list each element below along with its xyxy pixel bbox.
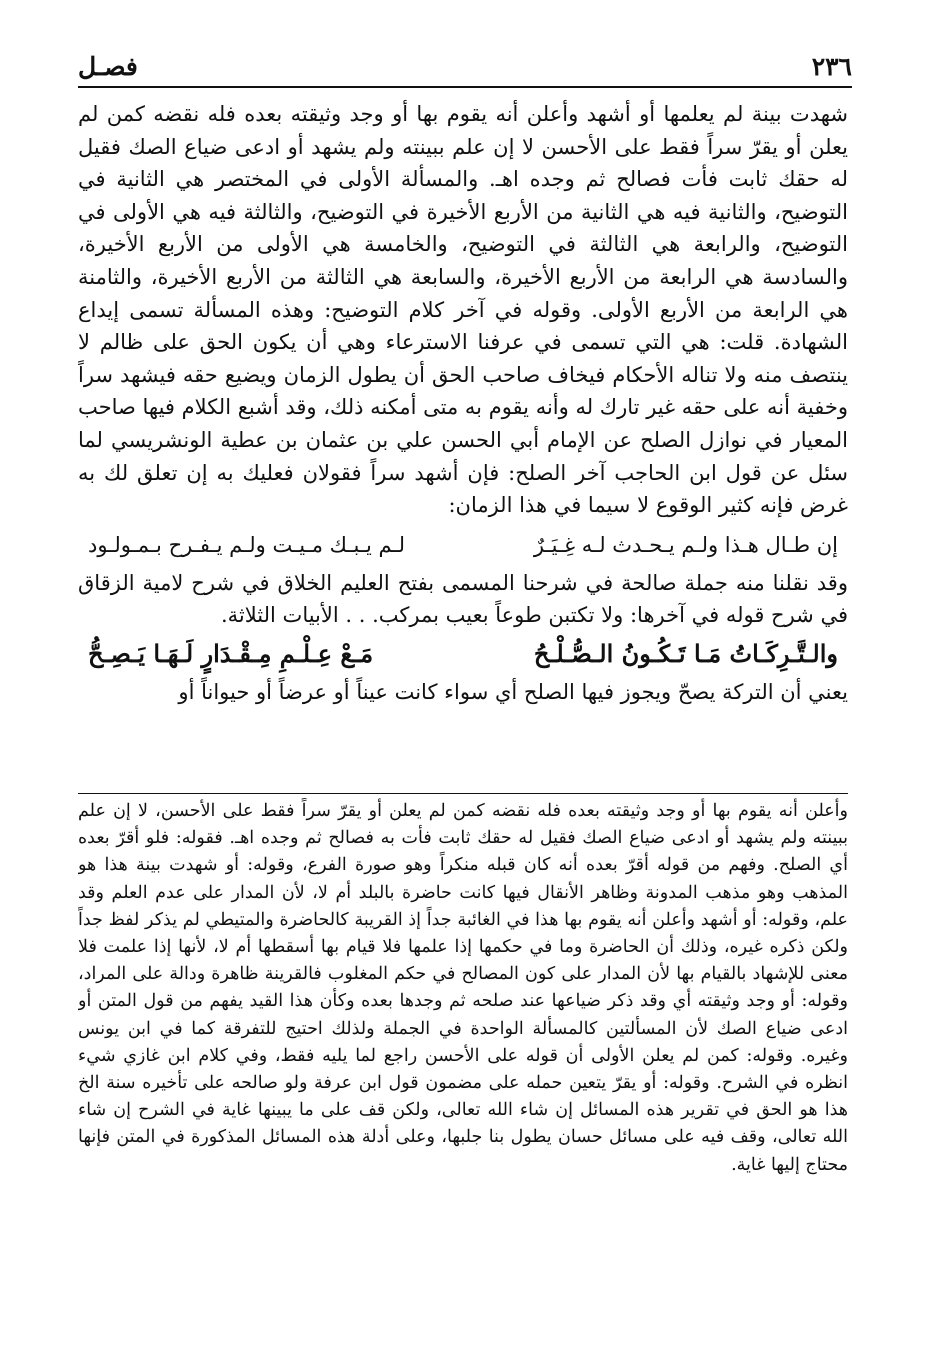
page-header	[78, 50, 852, 88]
main-paragraph: يعني أن التركة يصحّ ويجوز فيها الصلح أي سواء كانت عيناً أو عرضاً أو حيواناً أو	[178, 679, 848, 704]
footnote-divider	[78, 793, 848, 794]
running-title: فصـل	[78, 52, 138, 81]
verse-first-hemistich: إن طـال هـذا ولـم يـحـدث لـه غِـيَـرٌ	[533, 532, 838, 557]
poem-line	[78, 634, 848, 674]
main-paragraph: وقد نقلنا منه جملة صالحة في شرحنا المسمى بفتح العليم الخلاق في شرح لامية الزقاق في شرح قوله في آخرها: ولا تكتبن طوعاً بعيب بمركب. . . الأبيات الثلاثة.	[78, 570, 848, 628]
main-text	[78, 98, 848, 788]
verse-second-hemistich: لـم يـبـك مـيـت ولـم يـفـرح بـمـولـود	[88, 532, 406, 557]
poem-first-hemistich: والـتَّـرِكَـاتُ مَـا تَـكُـونُ الـصُّـلْـحُ	[533, 638, 838, 668]
footnote-text: وأعلن أنه يقوم بها أو وجد وثيقته بعده فله نقضه كمن لم يعلن أو يقرّ سراً فقط على الأحسن، لا إن علم ببينته ولم يشهد أو ادعى ضياع الصك فقيل له حقك ثابت فأت به فصالح ثم وجده اهـ. فقوله: فلو أقرّ بعده أي الصلح. وفهم من قوله أقرّ بعده أنه كان قبله منكراً وهو صورة الفرع، وقوله: أو شهدت بينة هذا هو المذهب وهو مذهب المدونة وظاهر الأنقال فيها كانت حاضرة بالبلد أم لا، لأن المدار على عدم العلم وقد علم، وقوله: أو أشهد وأعلن أنه يقوم بها هذا في الغائبة جداً إذ القريبة كالحاضرة والمتيطي لم يذكر لفظ جداً ولكن ذكره غيره، وذلك أن الحاضرة وما في حكمها إذا علمها فلا قيام بها أسقطها أم لا، لأنها إذا علمت فلا معنى للإشهاد بالقيام بها لأن المدار على كون المصالح في حكم المغلوب فالقرينة ظاهرة ودالة على المراد، وقوله: أو وجد وثيقته أي وقد ذكر ضياعها عند صلحه ثم وجدها بعده وكأن هذا القيد يفهم من قول المتن أو ادعى ضياع الصك لأن المسألتين كالمسألة الواحدة في الجملة ولذلك احتيج للتفرقة كما في ابن يونس وغيره. وقوله: كمن لم يعلن الأولى أن قوله على الأحسن راجع لما يليه فقط، وفي كلام ابن غازي شيء انظره في الشرح. وقوله: أو يقرّ يتعين حمله على مضمون قول ابن عرفة ولو صالحه على تأخيره سنة الخ هذا هو الحق في تقرير هذه المسائل إن شاء الله تعالى، ولكن قف على ما يبينها غاية في الشرح إن شاء الله تعالى، وقف فيه على مسائل حسان يطول بنا جلبها، وعلى أدلة هذه المسائل المذكورة في المتن فإنها محتاج إليها غاية.	[78, 801, 848, 1175]
quoted-verse	[78, 528, 848, 563]
page-number: ٢٣٦	[811, 52, 852, 81]
main-paragraph: شهدت بينة لم يعلمها أو أشهد وأعلن أنه يقوم بها أو وجد وثيقته بعده فله نقضه كمن لم يعلن أو يقرّ سراً فقط على الأحسن لا إن علم ببينته ولم يشهد أو ادعى ضياع الصك فقيل له حقك ثابت فأت فصالح ثم وجده اهـ. والمسألة الأولى في المختصر هي الثانية في التوضيح، والثانية فيه هي الثانية من الأربع الأخيرة في التوضيح، والثالثة فيه هي الأولى في التوضيح، والرابعة هي الثالثة في التوضيح، والخامسة هي الأولى من الأربع الأخيرة، والسادسة هي الرابعة من الأربع الأخيرة، والسابعة هي الثالثة من الأربع الأخيرة، والثامنة هي الرابعة من الأربع الأولى. وقوله في آخر كلام التوضيح: وهذه المسألة تسمى إيداع الشهادة. قلت: هي التي تسمى في عرفنا الاسترعاء وهي أن يكون الحق على ظالم لا ينتصف منه ولا تناله الأحكام فيخاف صاحب الحق أن يطول الزمان ويضيع حقه فيشهد سراً وخفية أنه على حقه غير تارك له وأنه يقوم به متى أمكنه ذلك، وقد أشبع الكلام فيها صاحب المعيار في نوازل الصلح عن الإمام أبي الحسن علي بن عثمان بن عطية الونشريسي لما سئل عن قول ابن الحاجب آخر الصلح: فإن أشهد سراً فقولان فعليك به إن تعلق لك به غرض فإنه كثير الوقوع لا سيما في هذا الزمان:	[78, 102, 848, 518]
poem-second-hemistich: مَـعْ عِـلْـمِ مِـقْـدَارٍ لَـهَـا يَـصِـحُّ	[88, 638, 374, 668]
footnotes	[78, 798, 848, 1328]
